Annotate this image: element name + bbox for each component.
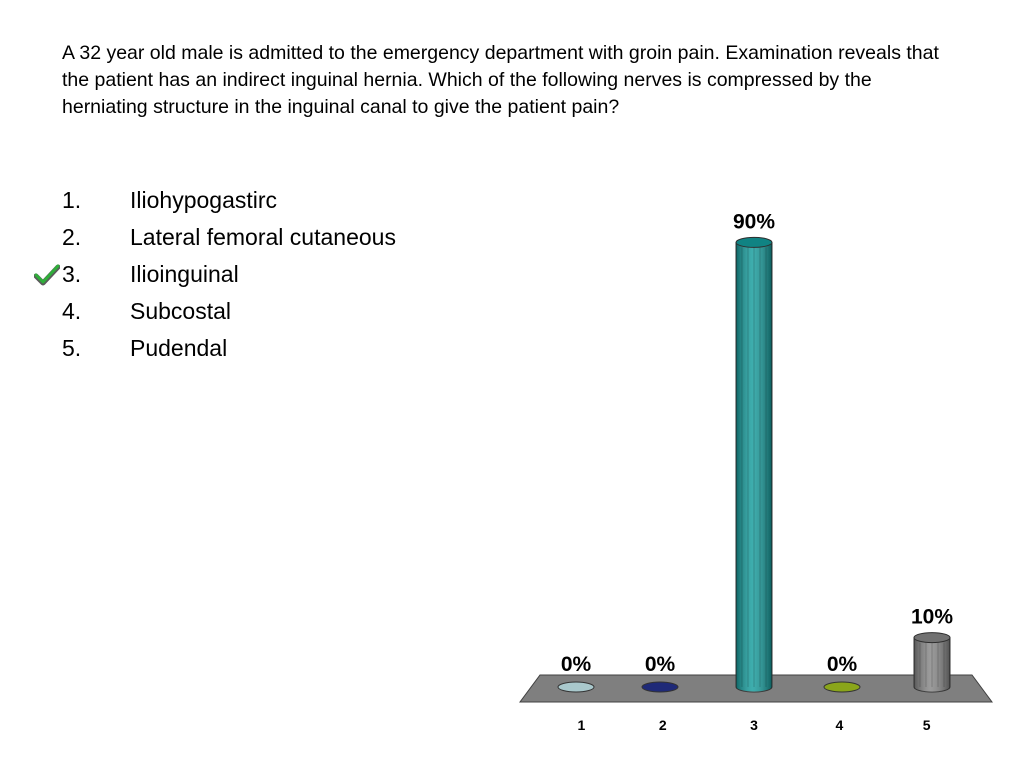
data-label-2: 0% (644, 653, 676, 676)
x-tick-label-1: 1 (577, 717, 586, 733)
option-label: Pudendal (130, 335, 228, 361)
x-tick-label-2: 2 (658, 717, 667, 733)
option-number: 5. (62, 335, 82, 361)
option-3 (62, 256, 396, 293)
answer-options-list (62, 182, 396, 367)
option-5 (62, 330, 396, 367)
bar-2 (642, 682, 678, 692)
data-label-3: 90% (732, 210, 776, 234)
option-number: 2. (62, 224, 82, 250)
option-number: 1. (62, 187, 82, 213)
x-tick-label-3: 3 (750, 717, 758, 733)
response-bar-chart (500, 190, 1000, 750)
option-label: Iliohypogastirc (130, 187, 278, 213)
data-label-1: 0% (560, 653, 592, 676)
data-label-5: 10% (910, 605, 954, 629)
x-tick-label-4: 4 (835, 717, 844, 733)
option-2 (62, 219, 396, 256)
x-tick-label-5: 5 (922, 717, 931, 733)
checkmark-icon (34, 264, 60, 286)
bar-5 (914, 633, 950, 692)
option-number: 4. (62, 298, 82, 324)
option-1 (62, 182, 396, 219)
option-4 (62, 293, 396, 330)
option-label: Subcostal (130, 298, 232, 324)
option-label: Ilioinguinal (130, 261, 239, 287)
option-label: Lateral femoral cutaneous (130, 224, 396, 250)
bar-3 (736, 237, 772, 692)
option-number: 3. (62, 261, 82, 287)
bar-1 (558, 682, 594, 692)
bar-4 (824, 682, 860, 692)
question-text: A 32 year old male is admitted to the emergency department with groin pain. Examination reveals that the patient has an indirect inguinal hernia. Which of the following nerves is compressed by the herniating structure in the inguinal canal to give the patient pain? (62, 42, 939, 118)
data-label-4: 0% (826, 653, 858, 676)
